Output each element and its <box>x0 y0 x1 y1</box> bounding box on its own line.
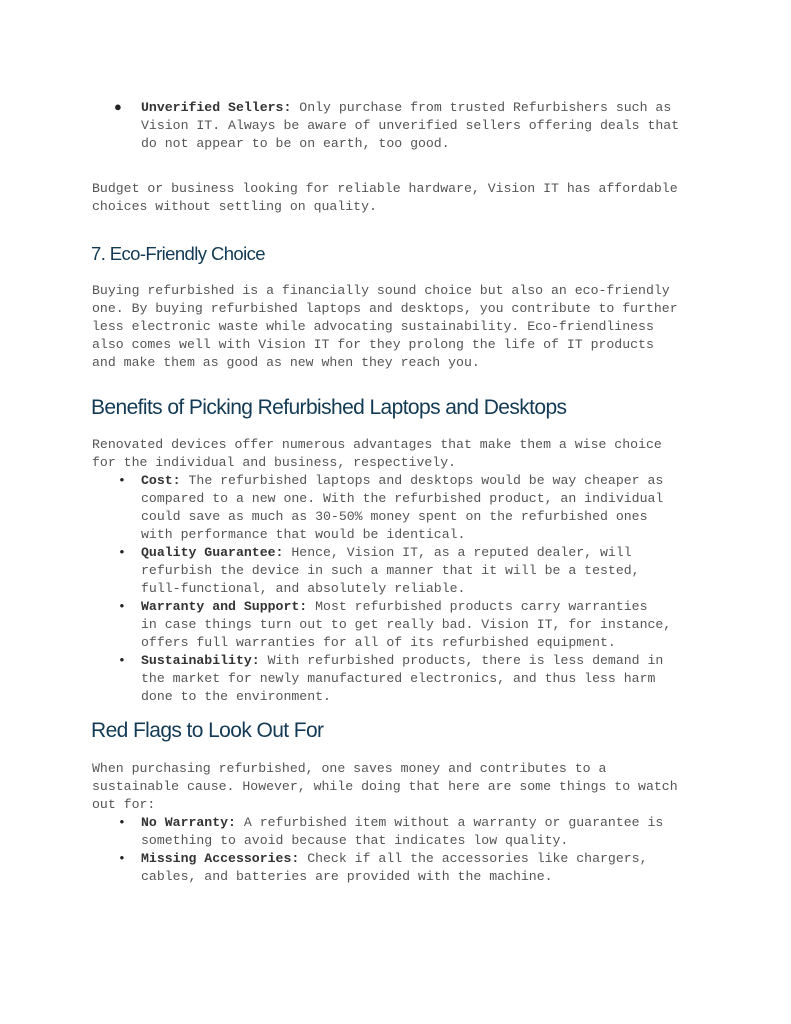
list-item <box>92 814 702 850</box>
list-item <box>92 652 702 706</box>
eco-friendly-paragraph: Buying refurbished is a financially sound choice but also an eco-friendly one. By buying refurbished laptops and desktops, you contribute to further less electronic waste while advocating sustainability. Eco-friendliness also comes well with Vision IT for they prolong the life of IT products and make them as good as new when they reach you. <box>92 283 678 370</box>
list-item <box>92 99 702 153</box>
bullet-icon: • <box>118 653 126 668</box>
red-flags-list <box>92 814 702 886</box>
list-item-text: Most refurbished products carry warranties in case things turn out to get really bad. Vision IT, for instance, offers full warranties for all of its refurbished equipment. <box>141 599 672 650</box>
bullet-icon: • <box>118 545 126 560</box>
unverified-sellers-list <box>92 99 702 153</box>
list-item-text: A refurbished item without a warranty or guarantee is something to avoid because that indicates low quality. <box>141 815 664 848</box>
budget-paragraph: Budget or business looking for reliable hardware, Vision IT has affordable choices without settling on quality. <box>92 181 678 214</box>
bullet-icon: • <box>118 851 126 866</box>
list-item-text: Hence, Vision IT, as a reputed dealer, will refurbish the device in such a manner that it will be a tested, full-functional, and absolutely reliable. <box>141 545 640 596</box>
list-item-label: Sustainability: <box>141 653 260 668</box>
bullet-icon: • <box>118 599 126 614</box>
list-item-label: Missing Accessories: <box>141 851 300 866</box>
list-item <box>92 598 702 652</box>
list-item-text: Only purchase from trusted Refurbishers such as Vision IT. Always be aware of unverified sellers offering deals that do not appear to be on earth, too good. <box>141 100 680 151</box>
list-item-text: Check if all the accessories like chargers, cables, and batteries are provided with the machine. <box>141 851 648 884</box>
benefits-list <box>92 472 702 706</box>
list-item <box>92 472 702 544</box>
eco-friendly-heading: 7. Eco-Friendly Choice <box>91 243 265 264</box>
bullet-icon: ● <box>114 100 122 115</box>
list-item-label: Quality Guarantee: <box>141 545 284 560</box>
list-item-label: Cost: <box>141 473 181 488</box>
list-item-label: Warranty and Support: <box>141 599 308 614</box>
list-item <box>92 850 702 886</box>
bullet-icon: • <box>118 473 126 488</box>
red-flags-intro: When purchasing refurbished, one saves money and contributes to a sustainable cause. However, while doing that here are some things to watch out for: <box>92 761 678 812</box>
list-item-label: Unverified Sellers: <box>141 100 292 115</box>
list-item-label: No Warranty: <box>141 815 236 830</box>
list-item-text: With refurbished products, there is less demand in the market for newly manufactured electronics, and thus less harm done to the environment. <box>141 653 664 704</box>
benefits-intro: Renovated devices offer numerous advantages that make them a wise choice for the individual and business, respectively. <box>92 437 662 470</box>
red-flags-heading: Red Flags to Look Out For <box>91 719 324 742</box>
bullet-icon: • <box>118 815 126 830</box>
list-item-text: The refurbished laptops and desktops would be way cheaper as compared to a new one. With the refurbished product, an individual could save as much as 30-50% money spent on the refurbished ones with performance that would be identical. <box>141 473 664 542</box>
benefits-heading: Benefits of Picking Refurbished Laptops and Desktops <box>91 396 567 419</box>
list-item <box>92 544 702 598</box>
